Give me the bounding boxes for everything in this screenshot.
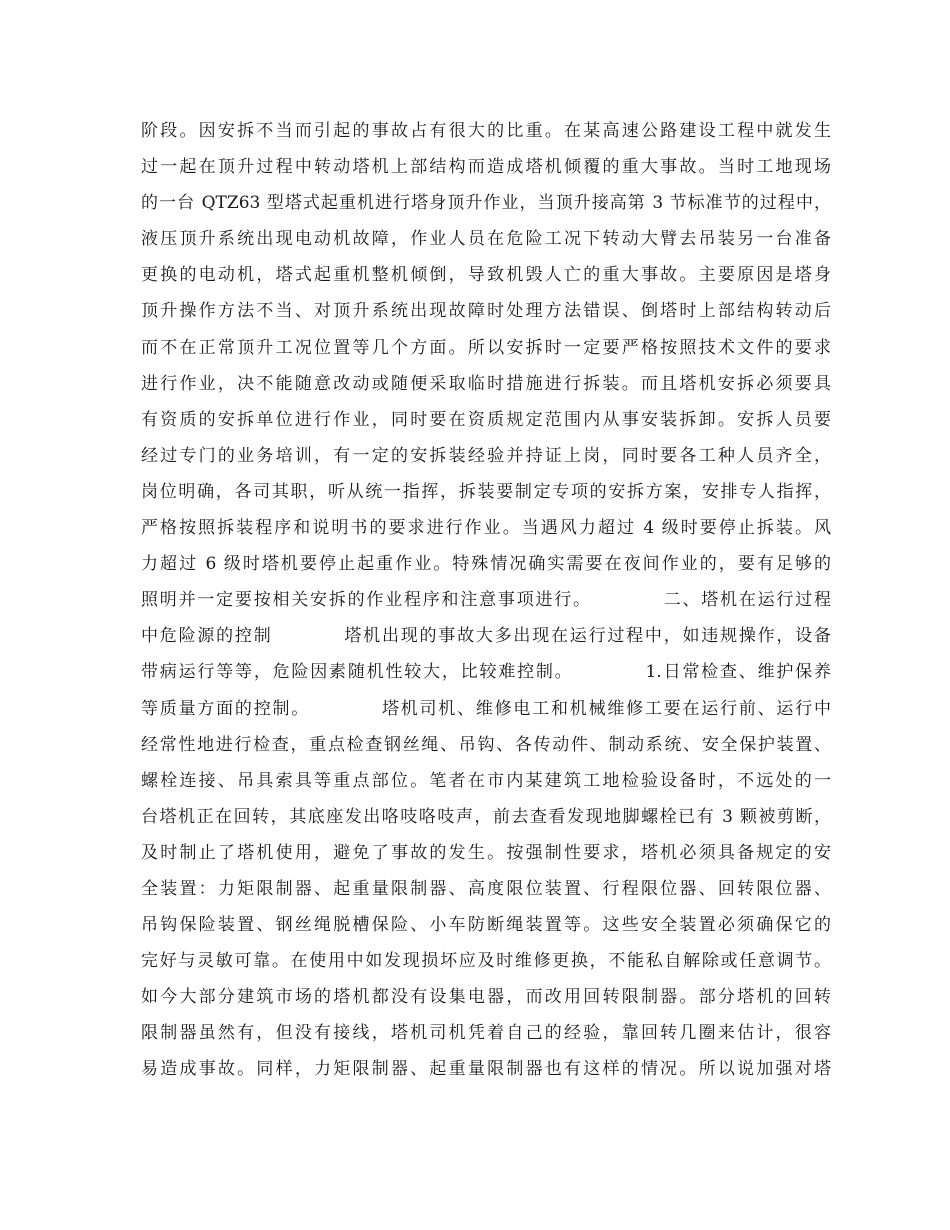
text-line-5: 更换的电动机，塔式起重机整机倾倒，导致机毁人亡的重大事故。主要原因是塔身 xyxy=(141,265,831,286)
text-line-17: 等质量方面的控制。 塔机司机、维修电工和机械维修工要在运行前、运行中 xyxy=(141,698,831,719)
text-line-20: 台塔机正在回转，其底座发出咯吱咯吱声，前去查看发现地脚螺栓已有 3 颗被剪断， xyxy=(141,806,831,827)
text-line-26: 限制器虽然有，但没有接线，塔机司机凭着自己的经验，靠回转几圈来估计，很容 xyxy=(141,1023,831,1044)
text-line-11: 岗位明确，各司其职，听从统一指挥，拆装要制定专项的安拆方案，安排专人指挥， xyxy=(141,481,831,502)
text-line-3: 的一台 QTZ63 型塔式起重机进行塔身顶升作业，当顶升接高第 3 节标准节的过程中， xyxy=(141,193,831,214)
text-line-23: 吊钩保险装置、钢丝绳脱槽保险、小车防断绳装置等。这些安全装置必须确保它的 xyxy=(141,915,831,936)
text-line-19: 螺栓连接、吊具索具等重点部位。笔者在市内某建筑工地检验设备时，不远处的一 xyxy=(141,770,831,791)
text-line-1: 阶段。因安拆不当而引起的事故占有很大的比重。在某高速公路建设工程中就发生 xyxy=(141,121,831,141)
text-line-2: 过一起在顶升过程中转动塔机上部结构而造成塔机倾覆的重大事故。当时工地现场 xyxy=(141,157,831,178)
body-text xyxy=(141,113,831,1088)
text-line-13: 力超过 6 级时塔机要停止起重作业。特殊情况确实需要在夜间作业的，要有足够的 xyxy=(141,554,831,575)
text-line-21: 及时制止了塔机使用，避免了事故的发生。按强制性要求，塔机必须具备规定的安 xyxy=(141,842,831,863)
text-line-6: 顶升操作方法不当、对顶升系统出现故障时处理方法错误、倒塔时上部结构转动后 xyxy=(141,301,831,322)
text-line-16: 带病运行等等，危险因素随机性较大，比较难控制。 1.日常检查、维护保养 xyxy=(141,662,831,683)
text-line-14: 照明并一定要按相关安拆的作业程序和注意事项进行。 二、塔机在运行过程 xyxy=(141,590,831,611)
text-line-15: 中危险源的控制 塔机出现的事故大多出现在运行过程中，如违规操作，设备 xyxy=(141,626,831,647)
text-line-10: 经过专门的业务培训，有一定的安拆装经验并持证上岗，同时要各工种人员齐全， xyxy=(141,445,831,466)
text-line-22: 全装置：力矩限制器、起重量限制器、高度限位装置、行程限位器、回转限位器、 xyxy=(141,878,831,899)
text-line-8: 进行作业，决不能随意改动或随便采取临时措施进行拆装。而且塔机安拆必须要具 xyxy=(141,373,831,394)
text-line-18: 经常性地进行检查，重点检查钢丝绳、吊钩、各传动件、制动系统、安全保护装置、 xyxy=(141,734,831,755)
text-line-4: 液压顶升系统出现电动机故障，作业人员在危险工况下转动大臂去吊装另一台准备 xyxy=(141,229,831,250)
text-line-7: 而不在正常顶升工况位置等几个方面。所以安拆时一定要严格按照技术文件的要求 xyxy=(141,337,831,358)
text-line-12: 严格按照拆装程序和说明书的要求进行作业。当遇风力超过 4 级时要停止拆装。风 xyxy=(141,518,831,539)
text-line-27: 易造成事故。同样，力矩限制器、起重量限制器也有这样的情况。所以说加强对塔 xyxy=(141,1059,831,1080)
text-line-25: 如今大部分建筑市场的塔机都没有设集电器，而改用回转限制器。部分塔机的回转 xyxy=(141,987,831,1008)
text-line-9: 有资质的安拆单位进行作业，同时要在资质规定范围内从事安装拆卸。安拆人员要 xyxy=(141,409,831,430)
text-line-24: 完好与灵敏可靠。在使用中如发现损坏应及时维修更换，不能私自解除或任意调节。 xyxy=(141,951,831,972)
